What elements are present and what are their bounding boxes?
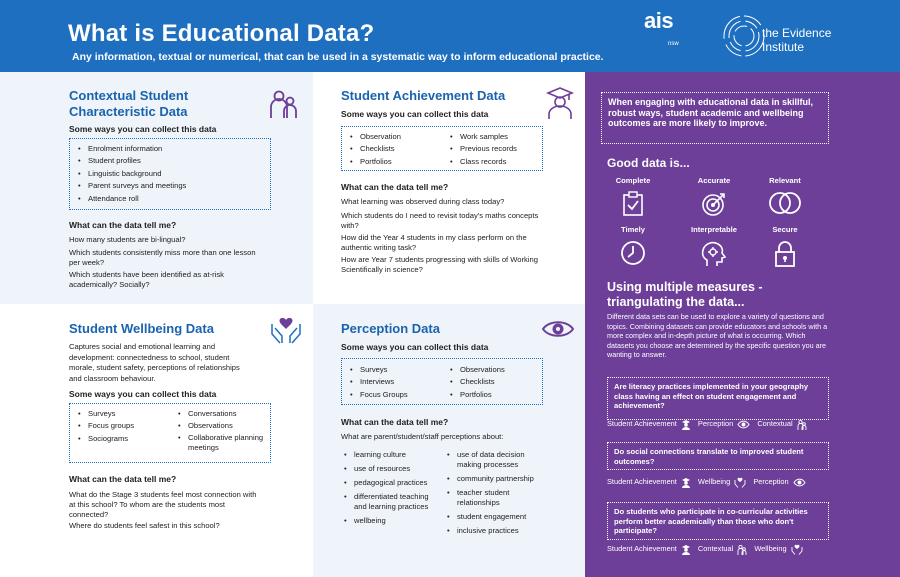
list-item: • Sociograms	[76, 433, 134, 445]
wellbeing-collect-box	[69, 403, 271, 463]
achievement-collect-box	[341, 126, 543, 171]
wellbeing-title: Student Wellbeing Data	[69, 321, 214, 336]
question: Which students consistently miss more than one lesson per week?	[69, 248, 256, 267]
achievement-tell-label: What can the data tell me?	[341, 182, 449, 192]
people-icon	[797, 419, 807, 430]
list-item: • Surveys	[76, 408, 134, 420]
quality-complete	[603, 176, 663, 217]
right-panel	[585, 72, 900, 577]
list-item: • Parent surveys and meetings	[76, 180, 264, 192]
eye-icon	[541, 318, 575, 340]
contextual-collect-box	[69, 138, 271, 210]
list-item: • Surveys	[348, 364, 408, 376]
quality-secure	[755, 225, 815, 268]
list-item: • Conversations	[176, 408, 268, 420]
people-icon	[268, 88, 300, 120]
list-item: • learning culture	[341, 450, 437, 460]
quality-label: Complete	[615, 176, 651, 185]
hands-heart-icon	[791, 544, 803, 555]
list-item: • Portfolios	[448, 389, 505, 401]
question: Which students do I need to revisit today's maths concepts with?	[341, 211, 539, 230]
clipboard-check-icon	[622, 191, 644, 217]
list-item: • Linguistic background	[76, 168, 264, 180]
ais-logo-text: ais	[644, 8, 674, 33]
list-item: • Attendance roll	[76, 193, 264, 205]
measure-label: Perception	[697, 419, 734, 429]
measures-row-2	[607, 477, 811, 488]
target-icon	[701, 191, 727, 217]
list-item: • Student profiles	[76, 155, 264, 167]
question-box-2: Do social connections translate to improved student outcomes?	[607, 442, 829, 470]
perception-collect-label: Some ways you can collect this data	[341, 342, 489, 352]
question: Where do students feel safest in this school?	[69, 521, 220, 530]
multiple-measures-title-line2: triangulating the data...	[607, 295, 745, 309]
measure-label: Contextual	[757, 419, 793, 429]
quality-label: Interpretable	[691, 225, 737, 234]
perception-panel	[313, 304, 585, 577]
quality-timely	[603, 225, 663, 266]
graduate-icon	[681, 544, 691, 555]
header-bar	[0, 0, 900, 72]
quality-relevant	[755, 176, 815, 215]
people-icon	[737, 544, 747, 555]
measure-label: Wellbeing	[754, 544, 787, 554]
wellbeing-tell-label: What can the data tell me?	[69, 474, 177, 484]
wellbeing-panel	[0, 304, 313, 577]
overlap-circles-icon	[768, 191, 802, 215]
measures-row-3	[607, 544, 808, 555]
multiple-measures-title	[607, 280, 763, 310]
list-item: • pedagogical practices	[341, 478, 437, 488]
quality-label: Relevant	[769, 176, 801, 185]
head-gears-icon	[701, 240, 727, 268]
wellbeing-collect-label: Some ways you can collect this data	[69, 389, 217, 399]
list-item: • Collaborative planning meetings	[176, 433, 268, 453]
clock-icon	[620, 240, 646, 266]
list-item: • Focus groups	[76, 420, 134, 432]
list-item: • differentiated teaching and learning practices	[341, 492, 437, 512]
list-item: • community partnership	[444, 474, 544, 484]
evidence-institute-logo	[722, 12, 882, 60]
perception-intro: What are parent/student/staff perceptions about:	[341, 432, 504, 441]
page-title: What is Educational Data?	[68, 20, 375, 47]
multiple-measures-text: Different data sets can be used to explore a variety of questions and topics. Combining datasets can provide educators and schools with a more complex and in-depth picture of what is occurring. Which datasets you choose are determined by the specific question you are wanting to answer.	[607, 312, 828, 360]
perception-collect-box	[341, 358, 543, 405]
intro-box: When engaging with educational data in skillful, robust ways, student academic and wellbeing outcomes are more likely to improve.	[601, 92, 829, 144]
page-subtitle: Any information, textual or numerical, that can be used in a systematic way to inform educational practice.	[72, 51, 604, 63]
list-item: • Checklists	[348, 143, 401, 155]
measure-label: Student Achievement	[607, 477, 677, 487]
question: How did the Year 4 students in my class perform on the authentic writing task?	[341, 233, 527, 252]
contextual-collect-label: Some ways you can collect this data	[69, 124, 217, 134]
evidence-institute-mark-icon	[722, 14, 766, 58]
list-item: • Previous records	[448, 143, 517, 155]
list-item: • Observations	[176, 420, 268, 432]
hands-heart-icon	[734, 477, 746, 488]
contextual-title: Contextual Student Characteristic Data	[69, 88, 189, 119]
list-item: • Observations	[448, 364, 505, 376]
evidence-institute-line1: the Evidence	[762, 26, 832, 40]
measure-label: Student Achievement	[607, 544, 677, 554]
question-box-1: Are literacy practices implemented in your geography class having an effect on student engagement and achievement?	[607, 377, 829, 420]
measure-label: Contextual	[697, 544, 734, 554]
ais-logo-sub: nsw	[668, 41, 679, 47]
eye-icon	[737, 420, 750, 429]
achievement-title: Student Achievement Data	[341, 88, 506, 103]
hands-heart-icon	[270, 316, 302, 346]
perception-tell-label: What can the data tell me?	[341, 417, 449, 427]
perception-title: Perception Data	[341, 321, 440, 336]
list-item: • Enrolment information	[76, 143, 264, 155]
list-item: • use of resources	[341, 464, 437, 474]
measure-label: Perception	[753, 477, 789, 487]
question: How many students are bi-lingual?	[69, 235, 186, 244]
measure-label: Wellbeing	[697, 477, 731, 487]
question-box-3: Do students who participate in co-curricular activities perform better academically than those who don't participate?	[607, 502, 829, 540]
list-item: • Observation	[348, 131, 401, 143]
good-data-title: Good data is...	[607, 156, 690, 170]
lock-icon	[774, 240, 796, 268]
graduate-icon	[681, 477, 691, 488]
achievement-panel	[313, 72, 585, 304]
list-item: • use of data decision making processes	[444, 450, 544, 470]
quality-label: Accurate	[697, 176, 731, 185]
list-item: • inclusive practices	[444, 526, 544, 536]
list-item: • Interviews	[348, 376, 408, 388]
quality-accurate	[684, 176, 744, 217]
wellbeing-description: Captures social and emotional learning and development: connectedness to school, student morale, student safety, perceptions of relationships and classroom behaviour.	[69, 342, 240, 383]
question: Which students have been identified as at-risk academically? Socially?	[69, 270, 224, 289]
achievement-collect-label: Some ways you can collect this data	[341, 109, 489, 119]
graduate-icon	[545, 86, 575, 120]
question: What do the Stage 3 students feel most connection with at this school? To whom are the students most connected?	[69, 490, 257, 519]
eye-icon	[793, 478, 806, 487]
quality-label: Secure	[772, 225, 798, 234]
quality-label: Timely	[621, 225, 645, 234]
contextual-tell-label: What can the data tell me?	[69, 220, 177, 230]
measure-label: Student Achievement	[607, 419, 677, 429]
list-item: • Portfolios	[348, 156, 401, 168]
question: What learning was observed during class today?	[341, 197, 505, 206]
list-item: • Work samples	[448, 131, 517, 143]
list-item: • student engagement	[444, 512, 544, 522]
contextual-panel	[0, 72, 313, 304]
quality-interpretable	[684, 225, 744, 268]
measures-row-1	[607, 419, 812, 430]
question: How are Year 7 students progressing with skills of Working Scientifically in science?	[341, 255, 538, 274]
graduate-icon	[681, 419, 691, 430]
list-item: • wellbeing	[341, 516, 437, 526]
list-item: • Focus Groups	[348, 389, 408, 401]
evidence-institute-line2: Institute	[762, 40, 805, 54]
list-item: • Class records	[448, 156, 517, 168]
list-item: • teacher student relationships	[444, 488, 544, 508]
perception-topics-col1	[341, 450, 437, 530]
list-item: • Checklists	[448, 376, 505, 388]
perception-topics-col2	[444, 450, 544, 540]
multiple-measures-title-line1: Using multiple measures -	[607, 280, 763, 294]
